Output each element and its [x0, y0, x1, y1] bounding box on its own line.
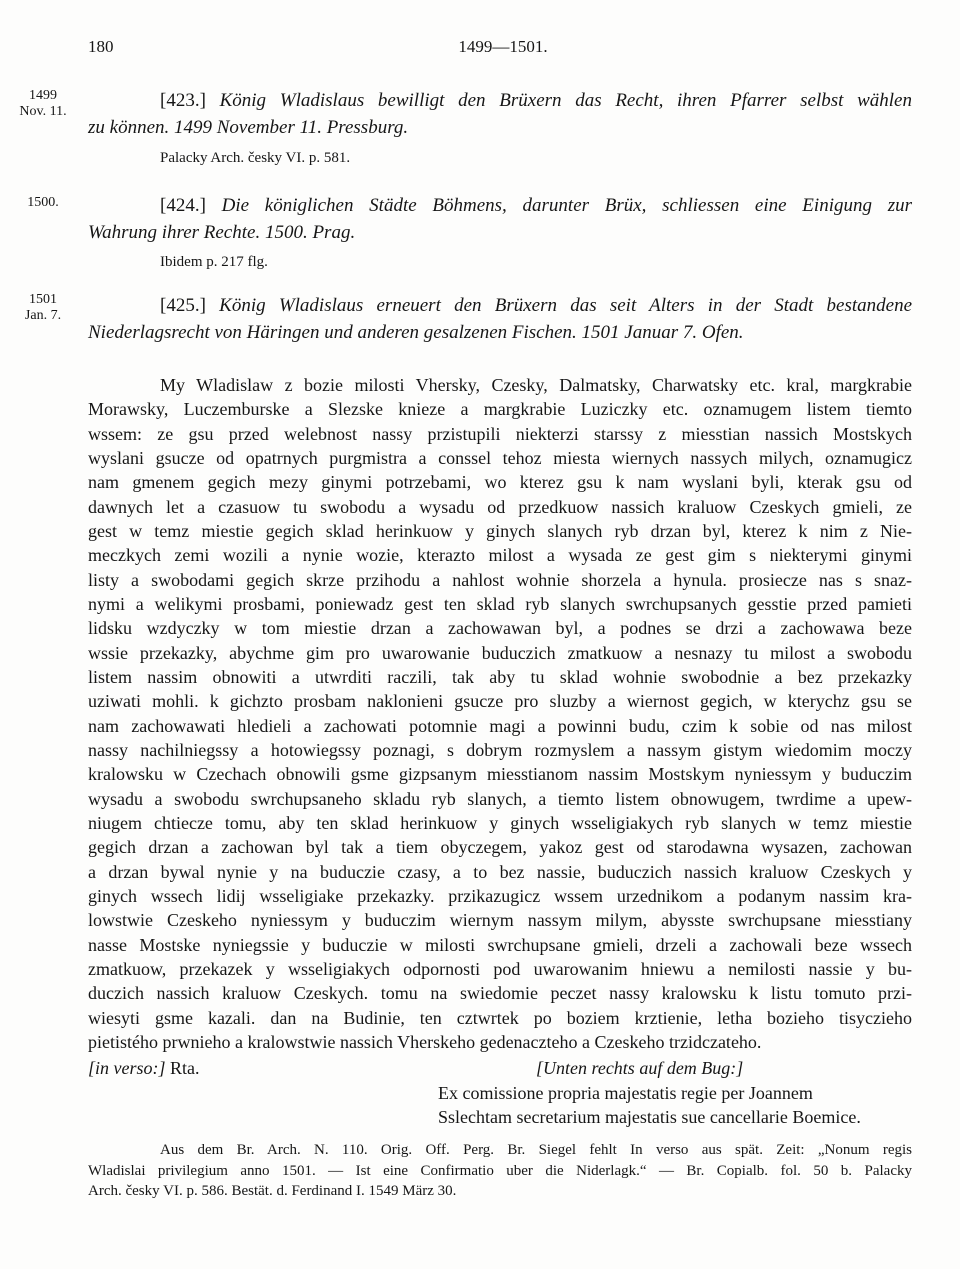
- verso-text: Rta.: [170, 1058, 200, 1078]
- entry-title-continuation: Niederlagsrecht von Häringen und anderen gesalzenen Fischen. 1501 Januar 7. Ofen.: [88, 321, 744, 343]
- document-line: lowstwie Czeskeho nyniessym y buduczim wiernym nassym milym, abysste swrchupsane miesstiany: [88, 910, 912, 931]
- document-line: uziwati mohli. k gichzto prosbam naklonieni gsucze pro sluzby a wiernost gegich, w kterychz gsu se: [88, 691, 912, 712]
- entry-source: Palacky Arch. česky VI. p. 581.: [160, 149, 351, 166]
- document-line: gegich drzan a zachowan byl tak a tiem obyczegem, yakoz gest od starodawna wysazen, zachowan: [88, 837, 912, 858]
- entry-number: [424.]: [160, 194, 206, 216]
- running-head: 1499—1501.: [458, 37, 548, 56]
- entry-heading-line: [88, 192, 912, 219]
- margin-date-year: 1500.: [27, 195, 59, 210]
- entry-number: [425.]: [160, 294, 206, 316]
- document-line: nasse Mostske nyniegssie y buduczie w milosti swrchupsane gmieli, drzeli a zachowali beze wssech: [88, 934, 912, 955]
- document-line: pietistého prwnieho a kralowstwie nassich Vherskeho gedenaczteho a Czeskeho trzidczateho.: [88, 1031, 762, 1052]
- entry-title: König Wladislaus bewilligt den Brüxern das Recht, ihren Pfarrer selbst wählen: [219, 89, 912, 111]
- document-line: nam zachowawati hledieli a zachowati potomnie magi a powinni budu, czim k sobie od nas milost: [88, 715, 912, 736]
- chancery-note-line: Ex comissione propria majestatis regie per Joannem: [438, 1083, 813, 1103]
- regest-entry: [88, 87, 912, 168]
- footnote-line: Aus dem Br. Arch. N. 110. Orig. Off. Perg. Br. Siegel fehlt In verso aus spät. Zeit: „Nonum regis: [160, 1142, 912, 1158]
- document-line: listy a swobodami gegich skrze przihodu a nahlost wohnie shorzela a hynula. prosiecze nas s snaz-: [88, 569, 912, 590]
- document-line: zmatkuow, przekazek y wsseligiakych odpornosti pod uwarowanim hniewu a nemilosti nassie y bu-: [88, 958, 912, 979]
- regest-entry: [88, 192, 912, 272]
- margin-date-year: 1499: [29, 88, 57, 103]
- verso-note: [88, 1056, 200, 1080]
- bug-label: [Unten rechts auf dem Bug:]: [536, 1058, 744, 1078]
- document-line: wyslani gsucze od opatrnych purgmistra a conssel tehoz miesta wiernych nassych milych, oznamugicz: [88, 447, 912, 468]
- entry-title: König Wladislaus erneuert den Brüxern das seit Alters in der Stadt bestandene: [219, 294, 913, 316]
- document-line: meczkych zemi wozili a nynie wozie, kterazto milost a wysada ze gest gim s niekterymi ginymi: [88, 545, 912, 566]
- document-line: listem nassim obnowiti a utwrditi raczili, tak aby tu sklad wohnie swobodnie a bez przekazky: [88, 666, 912, 687]
- document-line: wssem: ze gsu przed welebnost nassy przistupili niekterzi starssy z miesstian nassich Mostskych: [88, 423, 912, 444]
- document-line: dawnych let a czasuow tu swobodu a wysadu od przedkuow nassich kraluow Czeskych gmieli, ze: [88, 496, 912, 517]
- margin-date: [12, 88, 74, 120]
- document-line: wysadu a swobodu swrchupsaneho skladu ryb slanych, a tiemto listem obnowugem, twrdime a upew-: [88, 788, 912, 809]
- margin-date-day: Nov. 11.: [19, 104, 67, 119]
- margin-date-day: Jan. 7.: [24, 308, 62, 323]
- document-line: nymi a welikymi prosbami, poniewadz gest ten sklad ryb slanych swrchupsanych gesstie przed pamieti: [88, 593, 912, 614]
- document-line: duczich nassich kraluow Czeskych. tomu na swiedomie peczet nassy kralowsku k listu tomuto przi-: [88, 983, 912, 1004]
- document-line: gest w temz miestie gegich sklad herinkuow y ginych slanych ryb drzan byl, kterez k nim z Nie-: [88, 520, 912, 541]
- document-line: nam gmenem gegich mezy ginymi potrzebami, wo kterez gsu k nam wyslani byli, kterak gsu od: [88, 472, 912, 493]
- document-line: kralowsku w Czechach obnowili gsme gizpsanym miesstianom nassim Mostskym nyniessym y buduczim: [88, 764, 912, 785]
- entry-heading-line: [88, 87, 912, 114]
- margin-date-year: 1501: [29, 292, 57, 307]
- document-line: My Wladislaw z bozie milosti Vhersky, Czesky, Dalmatsky, Charwatsky etc. kral, margkrabie: [160, 375, 912, 395]
- entry-title: Die königlichen Städte Böhmens, darunter Brüx, schliessen eine Einigung zur: [221, 194, 912, 216]
- charter-text: [88, 373, 912, 1054]
- entry-number: [423.]: [160, 89, 206, 111]
- entry-title-continuation: Wahrung ihrer Rechte. 1500. Prag.: [88, 221, 356, 243]
- entry-source: Ibidem p. 217 flg.: [160, 253, 268, 270]
- document-line: nassy nachilniegssy a hotowiegssy poznagi, s dobrym rozmyslem a nassym gistym wiedomim moczy: [88, 739, 912, 760]
- document-line: lidsku wzdyczky w tom miestie drzan a zachowawan byl, a podnes se drzi a zachowawa beze: [88, 618, 912, 639]
- footnote-line: Arch. česky VI. p. 586. Bestät. d. Ferdinand I. 1549 März 30.: [88, 1183, 457, 1199]
- document-line: wssie przekazky, abychme gim pro uwarowanie buduczich zmatkuow a nesnazy tu milost a swobodu: [88, 642, 912, 663]
- entry-title-continuation: zu können. 1499 November 11. Pressburg.: [88, 116, 409, 138]
- document-line: niugem chtiecze tomu, aby ten sklad herinkuow y ginych wsseligiakych ryb slanych w temz miestie: [88, 812, 912, 833]
- entry-heading-line: [88, 292, 912, 319]
- document-line: a drzan bywal nynie y na buduczie czasy, a to bez nassie, buduczich nassich kraluow Czeskych y: [88, 861, 912, 882]
- page-number: 180: [88, 37, 114, 56]
- margin-date: [12, 292, 74, 324]
- document-line: Morawsky, Luczemburske a Slezske knieze a margkrabie Luziczky etc. oznamugem listem tiemto: [88, 399, 912, 420]
- verso-label: [in verso:]: [88, 1058, 166, 1078]
- chancery-note-line: Sslechtam secretarium majestatis sue cancellarie Boemice.: [438, 1107, 861, 1127]
- source-footnote: [88, 1140, 912, 1202]
- document-line: wiesyti gsme kazali. dan na Budinie, ten cztwrtek po boziem krztienie, letha bozieho tisyczieho: [88, 1007, 912, 1028]
- footnote-line: Wladislai privilegium anno 1501. — Ist eine Confirmatio uber die Niderlagk.“ — Br. Copialb. fol. 50 b. Palacky: [88, 1162, 912, 1179]
- margin-date: [12, 195, 74, 211]
- regest-entry: [88, 292, 912, 346]
- document-line: ginych wssech lidij wsseligiake przekazky. przikazugicz wssem urzednikom a podanym nassim kra-: [88, 885, 912, 906]
